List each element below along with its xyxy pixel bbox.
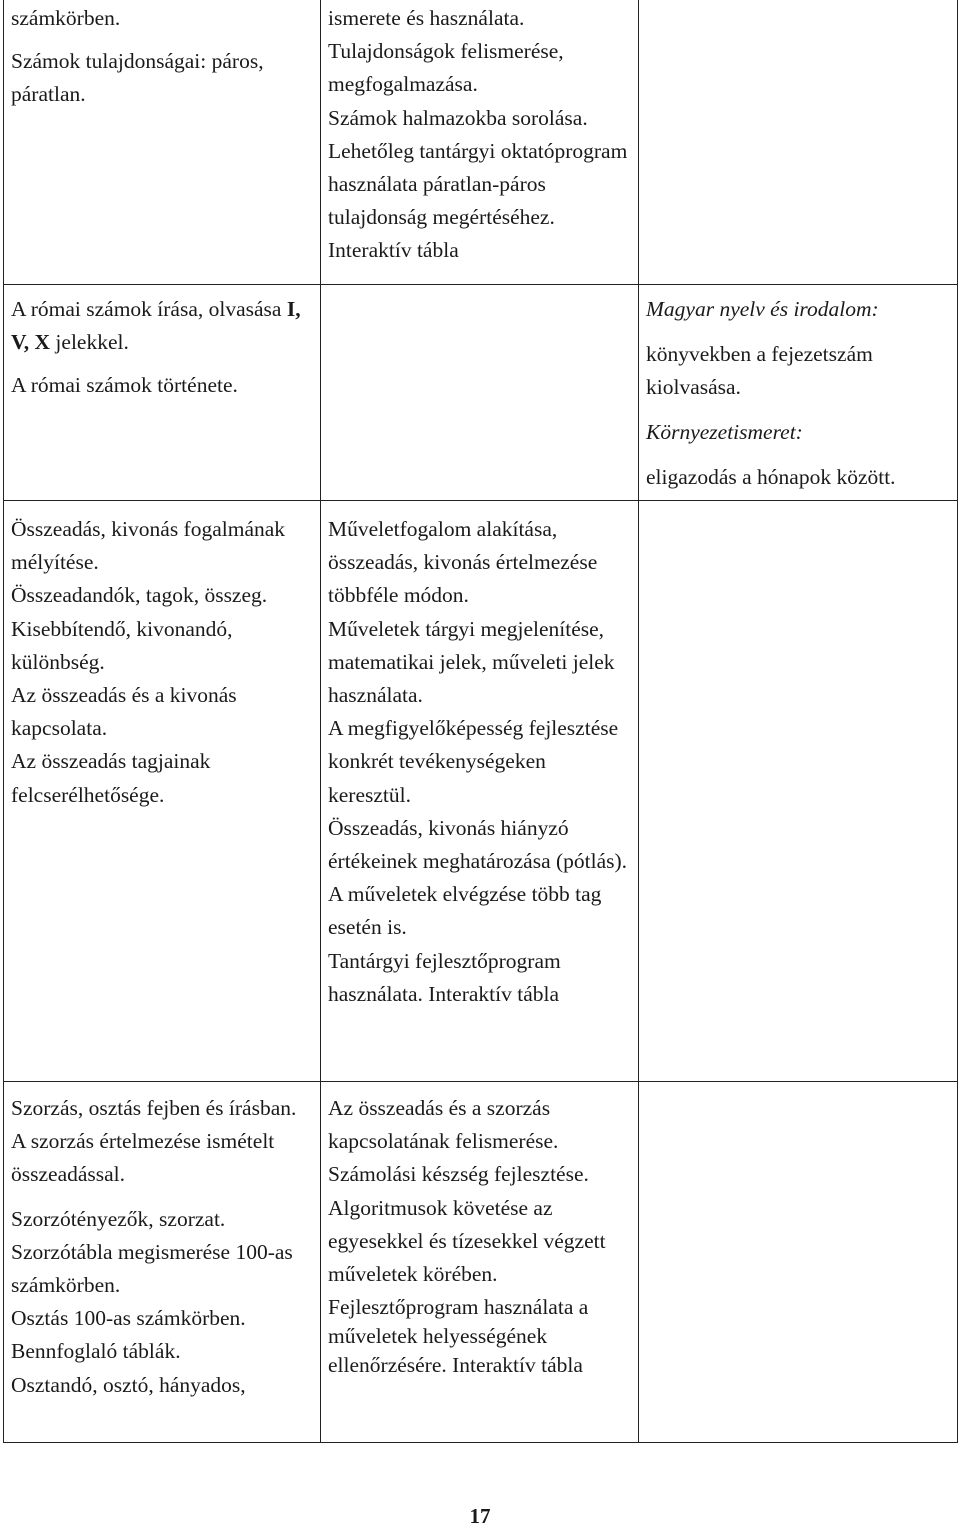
table-cell — [4, 285, 321, 501]
cell-text: számkörben. — [11, 6, 121, 30]
table-row — [4, 1082, 958, 1443]
cell-text: Algoritmusok követése az egyesekkel és tízesekkel végzett műveletek körében. — [328, 1195, 606, 1287]
cell-text: Osztás 100-as számkörben. — [11, 1306, 246, 1331]
table-cell — [4, 1082, 321, 1443]
curriculum-table — [3, 0, 958, 1443]
cell-text: ismerete és használata. — [328, 6, 525, 30]
cell-text: Számolási készség fejlesztése. — [328, 1162, 589, 1187]
cell-text: Műveletfogalom alakítása, összeadás, kivonás értelmezése többféle módon. — [328, 517, 598, 608]
bold-symbols: I, V, X — [11, 297, 301, 355]
cell-text: Szorzás, osztás fejben és írásban. A szorzás értelmezése ismételt összeadással. — [11, 1096, 297, 1187]
cell-text: Az összeadás tagjainak felcserélhetősége. — [11, 749, 211, 807]
cell-text: Tantárgyi fejlesztőprogram használata. Interaktív tábla — [328, 948, 561, 1006]
cell-text: Összeadás, kivonás hiányzó értékeinek meghatározása (pótlás). — [328, 815, 628, 874]
cell-text: jelekkel. — [50, 330, 129, 355]
table-cell — [639, 285, 958, 501]
table-cell — [4, 0, 321, 285]
cell-text: A római számok története. — [11, 373, 238, 398]
table-cell — [639, 1082, 958, 1443]
cell-text: A megfigyelőképesség fejlesztése konkrét tevékenységeken keresztül. — [328, 716, 619, 807]
roman-numerals-text — [11, 293, 314, 359]
cell-text: Az összeadás és a kivonás kapcsolata. — [11, 683, 237, 741]
table-cell — [321, 501, 639, 1082]
table-row — [4, 501, 958, 1082]
cell-text: eligazodás a hónapok között. — [646, 464, 896, 489]
table-cell — [321, 0, 639, 285]
cell-text: Műveletek tárgyi megjelenítése, matematikai jelek, műveleti jelek használata. — [328, 616, 615, 708]
cell-text: Számok halmazokba sorolása. — [328, 105, 588, 130]
cell-text: könyvekben a fejezetszám kiolvasása. — [646, 342, 873, 400]
table-row — [4, 285, 958, 501]
cell-text: Összeadás, kivonás fogalmának mélyítése. — [11, 517, 286, 575]
cell-text: Osztandó, osztó, hányados, — [11, 1372, 246, 1397]
page-number: 17 — [469, 1504, 491, 1528]
table-cell — [4, 501, 321, 1082]
subject-label: Környezetismeret: — [646, 419, 803, 444]
table-cell — [321, 1082, 639, 1443]
cell-text: A műveletek elvégzése több tag esetén is. — [328, 882, 602, 940]
table-row — [4, 0, 958, 285]
table-cell — [321, 285, 639, 501]
cell-text: Tulajdonságok felismerése, megfogalmazása. — [328, 39, 564, 97]
cell-text: Szorzótényezők, szorzat. — [11, 1206, 226, 1231]
cell-text: A római számok írása, olvasása — [11, 297, 287, 321]
cell-text: Szorzótábla megismerése 100-as számkörben. — [11, 1239, 293, 1298]
table-cell — [639, 0, 958, 285]
cell-text: Az összeadás és a szorzás kapcsolatának felismerése. — [328, 1096, 559, 1154]
table-cell — [639, 501, 958, 1082]
cell-text: Fejlesztőprogram használata a műveletek helyességének ellenőrzésére. Interaktív tábla — [328, 1295, 589, 1378]
subject-label: Magyar nyelv és irodalom: — [646, 297, 879, 321]
cell-text: Összeadandók, tagok, összeg. — [11, 583, 268, 608]
cell-text: Kisebbítendő, kivonandó, különbség. — [11, 616, 233, 674]
cell-text: Lehetőleg tantárgyi oktatóprogram használata páratlan-páros tulajdonság megértéséhez. Interaktív tábla — [328, 138, 628, 263]
cell-text: Bennfoglaló táblák. — [11, 1339, 181, 1364]
cell-text: Számok tulajdonságai: páros, páratlan. — [11, 49, 264, 107]
